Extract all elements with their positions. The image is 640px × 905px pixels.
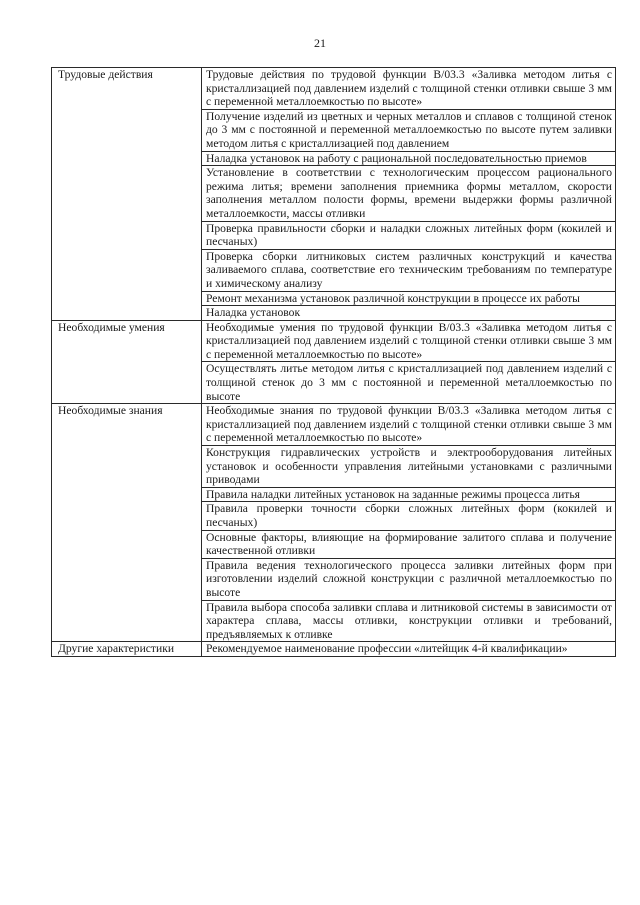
table-cell: Правила выбора способа заливки сплава и литниковой системы в зависимости от характера сплава, массы отливки, конструкции отливки и требований, предъявляемых к отливке [202, 600, 616, 642]
row-label-labor-actions: Трудовые действия [52, 68, 202, 321]
row-label-other-characteristics: Другие характеристики [52, 642, 202, 657]
page-number: 21 [314, 36, 326, 50]
table-cell: Рекомендуемое наименование профессии «литейщик 4-й квалификации» [202, 642, 616, 657]
table-cell: Наладка установок на работу с рациональной последовательностью приемов [202, 151, 616, 166]
table-cell: Получение изделий из цветных и черных металлов и сплавов с толщиной стенок до 3 мм с постоянной и переменной металлоемкостью по высоте путем заливки методом литья с кристаллизацией под давлением [202, 109, 616, 151]
table-cell: Необходимые умения по трудовой функции В/03.3 «Заливка методом литья с кристаллизацией под давлением изделий с толщиной стенки отливки свыше 3 мм с переменной металлоемкостью по высоте» [202, 320, 616, 362]
table-cell: Необходимые знания по трудовой функции В/03.3 «Заливка методом литья с кристаллизацией под давлением изделий с толщиной стенки отливки свыше 3 мм с переменной металлоемкостью по высоте» [202, 404, 616, 446]
table-cell: Проверка сборки литниковых систем различных конструкций и качества заливаемого сплава, соответствие его техническим требованиям по температуре и химическому анализу [202, 249, 616, 291]
table-cell: Основные факторы, влияющие на формирование залитого сплава и получение качественной отливки [202, 530, 616, 558]
table-cell: Правила ведения технологического процесса заливки литейных форм при изготовлении изделий сложной конструкции с различной металлоемкостью по высоте [202, 558, 616, 600]
table-row [52, 404, 616, 446]
table-cell: Трудовые действия по трудовой функции В/03.3 «Заливка методом литья с кристаллизацией под давлением изделий с толщиной стенки отливки свыше 3 мм с переменной металлоемкостью по высоте» [202, 68, 616, 110]
table-cell: Правила наладки литейных установок на заданные режимы процесса литья [202, 487, 616, 502]
table-cell: Установление в соответствии с технологическим процессом рационального режима литья; времени заполнения приемника формы металлом, скорости заполнения металлом полости формы, времени выдержки формы различной металлоемкости, массы отливки [202, 166, 616, 221]
qualification-table [51, 67, 616, 657]
row-label-required-knowledge: Необходимые знания [52, 404, 202, 642]
table-row [52, 68, 616, 110]
table-cell: Осуществлять литье методом литья с кристаллизацией под давлением изделий с толщиной стенок до 3 мм с постоянной и переменной металлоемкостью по высоте [202, 362, 616, 404]
table-row [52, 320, 616, 362]
table-cell: Ремонт механизма установок различной конструкции в процессе их работы [202, 291, 616, 306]
row-label-required-skills: Необходимые умения [52, 320, 202, 404]
table-cell: Правила проверки точности сборки сложных литейных форм (кокилей и песчаных) [202, 502, 616, 530]
table-row [52, 642, 616, 657]
table-cell: Наладка установок [202, 306, 616, 321]
table-cell: Проверка правильности сборки и наладки сложных литейных форм (кокилей и песчаных) [202, 221, 616, 249]
table-cell: Конструкция гидравлических устройств и электрооборудования литейных установок и особенности управления литейными установками с различными приводами [202, 446, 616, 488]
